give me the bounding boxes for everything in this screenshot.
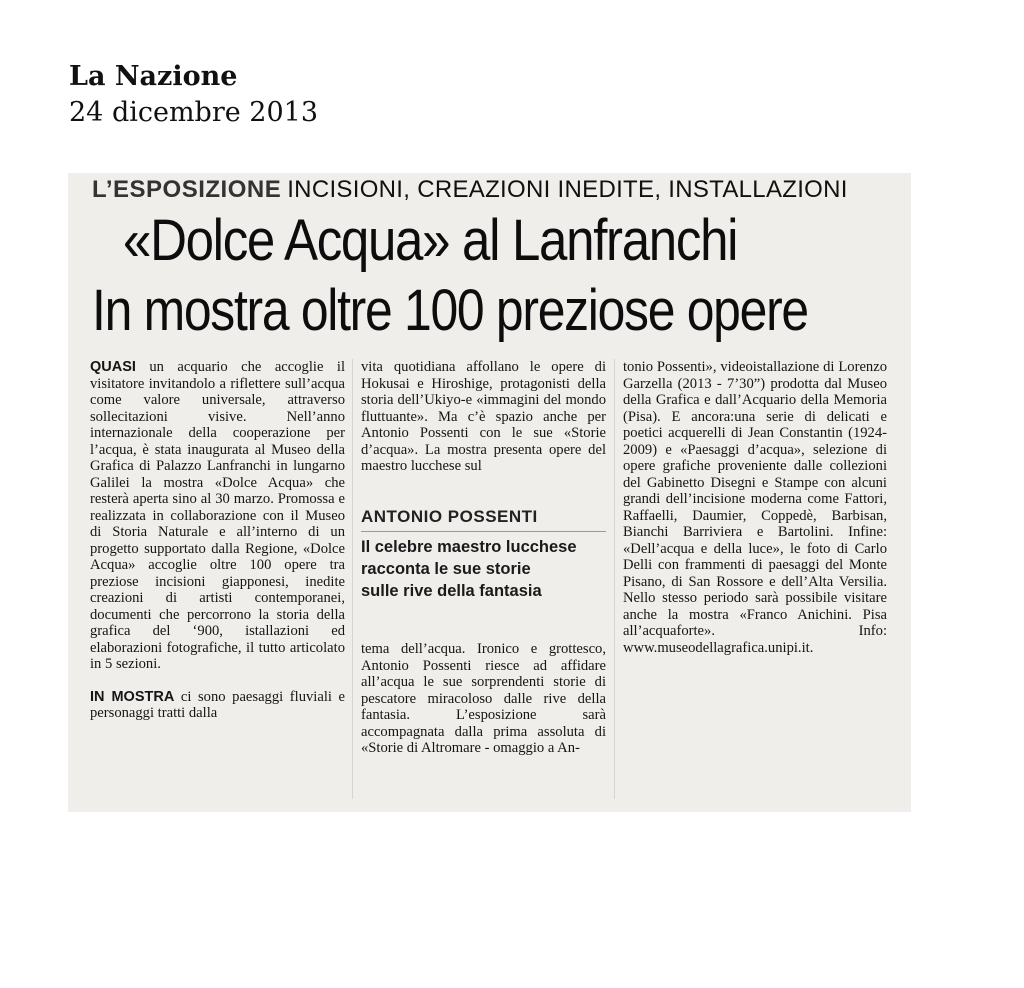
kicker-text: INCISIONI, CREAZIONI INEDITE, INSTALLAZIONI [287,176,848,203]
sidebar-line: sulle rive della fantasia [361,582,542,600]
paragraph-text: tonio Possenti», videoistallazione di Lorenzo Garzella (2013 - 7’30”) prodotta dal Museo della Grafica e dall’Acquario della Memoria (Pisa). E ancora:una serie di delicati e poetici acquerelli di Jean Constantin (1924-2009) e «Paesaggi d’acqua», selezione di opere grafiche proveniente dalle collezioni del Gabinetto Disegni e Stampe con alcuni grandi dell’incisione moderna come Fattori, Raffaelli, Daumier, Coppedè, Barbisan, Bianchi Barriviera e Bartolini. Infine: «Dell’acqua e della luce», le foto di Carlo Delli con frammenti di paesaggi del Monte Pisano, di San Rossore e dell’Alta Versilia. Nello stesso periodo sarà possibile visitare anche la mostra «Franco Anichini. Pisa all’acquaforte». Info: www.museodellagrafica.unipi.it. [623,359,887,656]
sidebar-line: Il celebre maestro lucchese [361,538,577,556]
newspaper-name: La Nazione [69,61,238,92]
headline-line-2: In mostra oltre 100 preziose opere [92,278,808,343]
article-column-2-bottom [361,641,606,757]
article-column-1 [90,359,345,722]
paragraph-text: vita quotidiana affollano le opere di Hokusai e Hiroshige, protagonisti della storia dell’Ukiyo-e «immagini del mondo fluttuante». Ma c’è spazio anche per Antonio Possenti con le sue «Storie d’acqua». La mostra presenta opere del maestro lucchese sul [361,359,606,474]
kicker-tag: L’ESPOSIZIONE [92,176,282,203]
paragraph-text: ci sono paesaggi fluviali e personaggi tratti dalla [90,688,345,721]
paragraph-lead: IN MOSTRA [90,688,175,705]
paragraph [90,359,345,673]
source-header [69,60,318,130]
paragraph-text: tema dell’acqua. Ironico e grottesco, Antonio Possenti riesce ad affidare all’acqua le sue sorprendenti storie di pescatore miracoloso dalle rive della fantasia. L’esposizione sarà accompagnata dalla prima assoluta di «Storie di Altromare - omaggio a An- [361,641,606,756]
column-divider [352,359,353,799]
article-kicker [92,175,848,205]
sidebar-box [361,505,606,602]
paragraph-lead: QUASI [90,359,136,375]
sidebar-title: ANTONIO POSSENTI [361,505,606,532]
column-divider [614,359,615,799]
article-column-3 [623,359,887,656]
newspaper-clipping [68,173,911,812]
paragraph [90,689,345,722]
sidebar-subtitle [361,536,606,602]
publication-date: 24 dicembre 2013 [69,97,319,128]
article-column-2-top [361,359,606,475]
sidebar-line: racconta le sue storie [361,560,531,578]
paragraph-text: un acquario che accoglie il visitatore invitandolo a riflettere sull’acqua come valore universale, attraverso sollecitazioni visive. Nell’anno internazionale della cooperazione per l’acqua, è stata inaugurata al Museo della Grafica di Palazzo Lanfranchi in lungarno Galilei la mostra «Dolce Acqua» che resterà aperta sino al 30 marzo. Promossa e realizzata in collaborazione con il Museo di Storia Naturale e all’interno di un progetto supportato dalla Regione, «Dolce Acqua» accoglie oltre 100 opere tra preziose incisioni giapponesi, inedite creazioni di artisti contemporanei, documenti che percorrono la storia della grafica del ‘900, istallazioni ed elaborazioni fotografiche, il tutto articolato in 5 sezioni. [90,359,345,672]
headline-line-1: «Dolce Acqua» al Lanfranchi [123,208,738,273]
